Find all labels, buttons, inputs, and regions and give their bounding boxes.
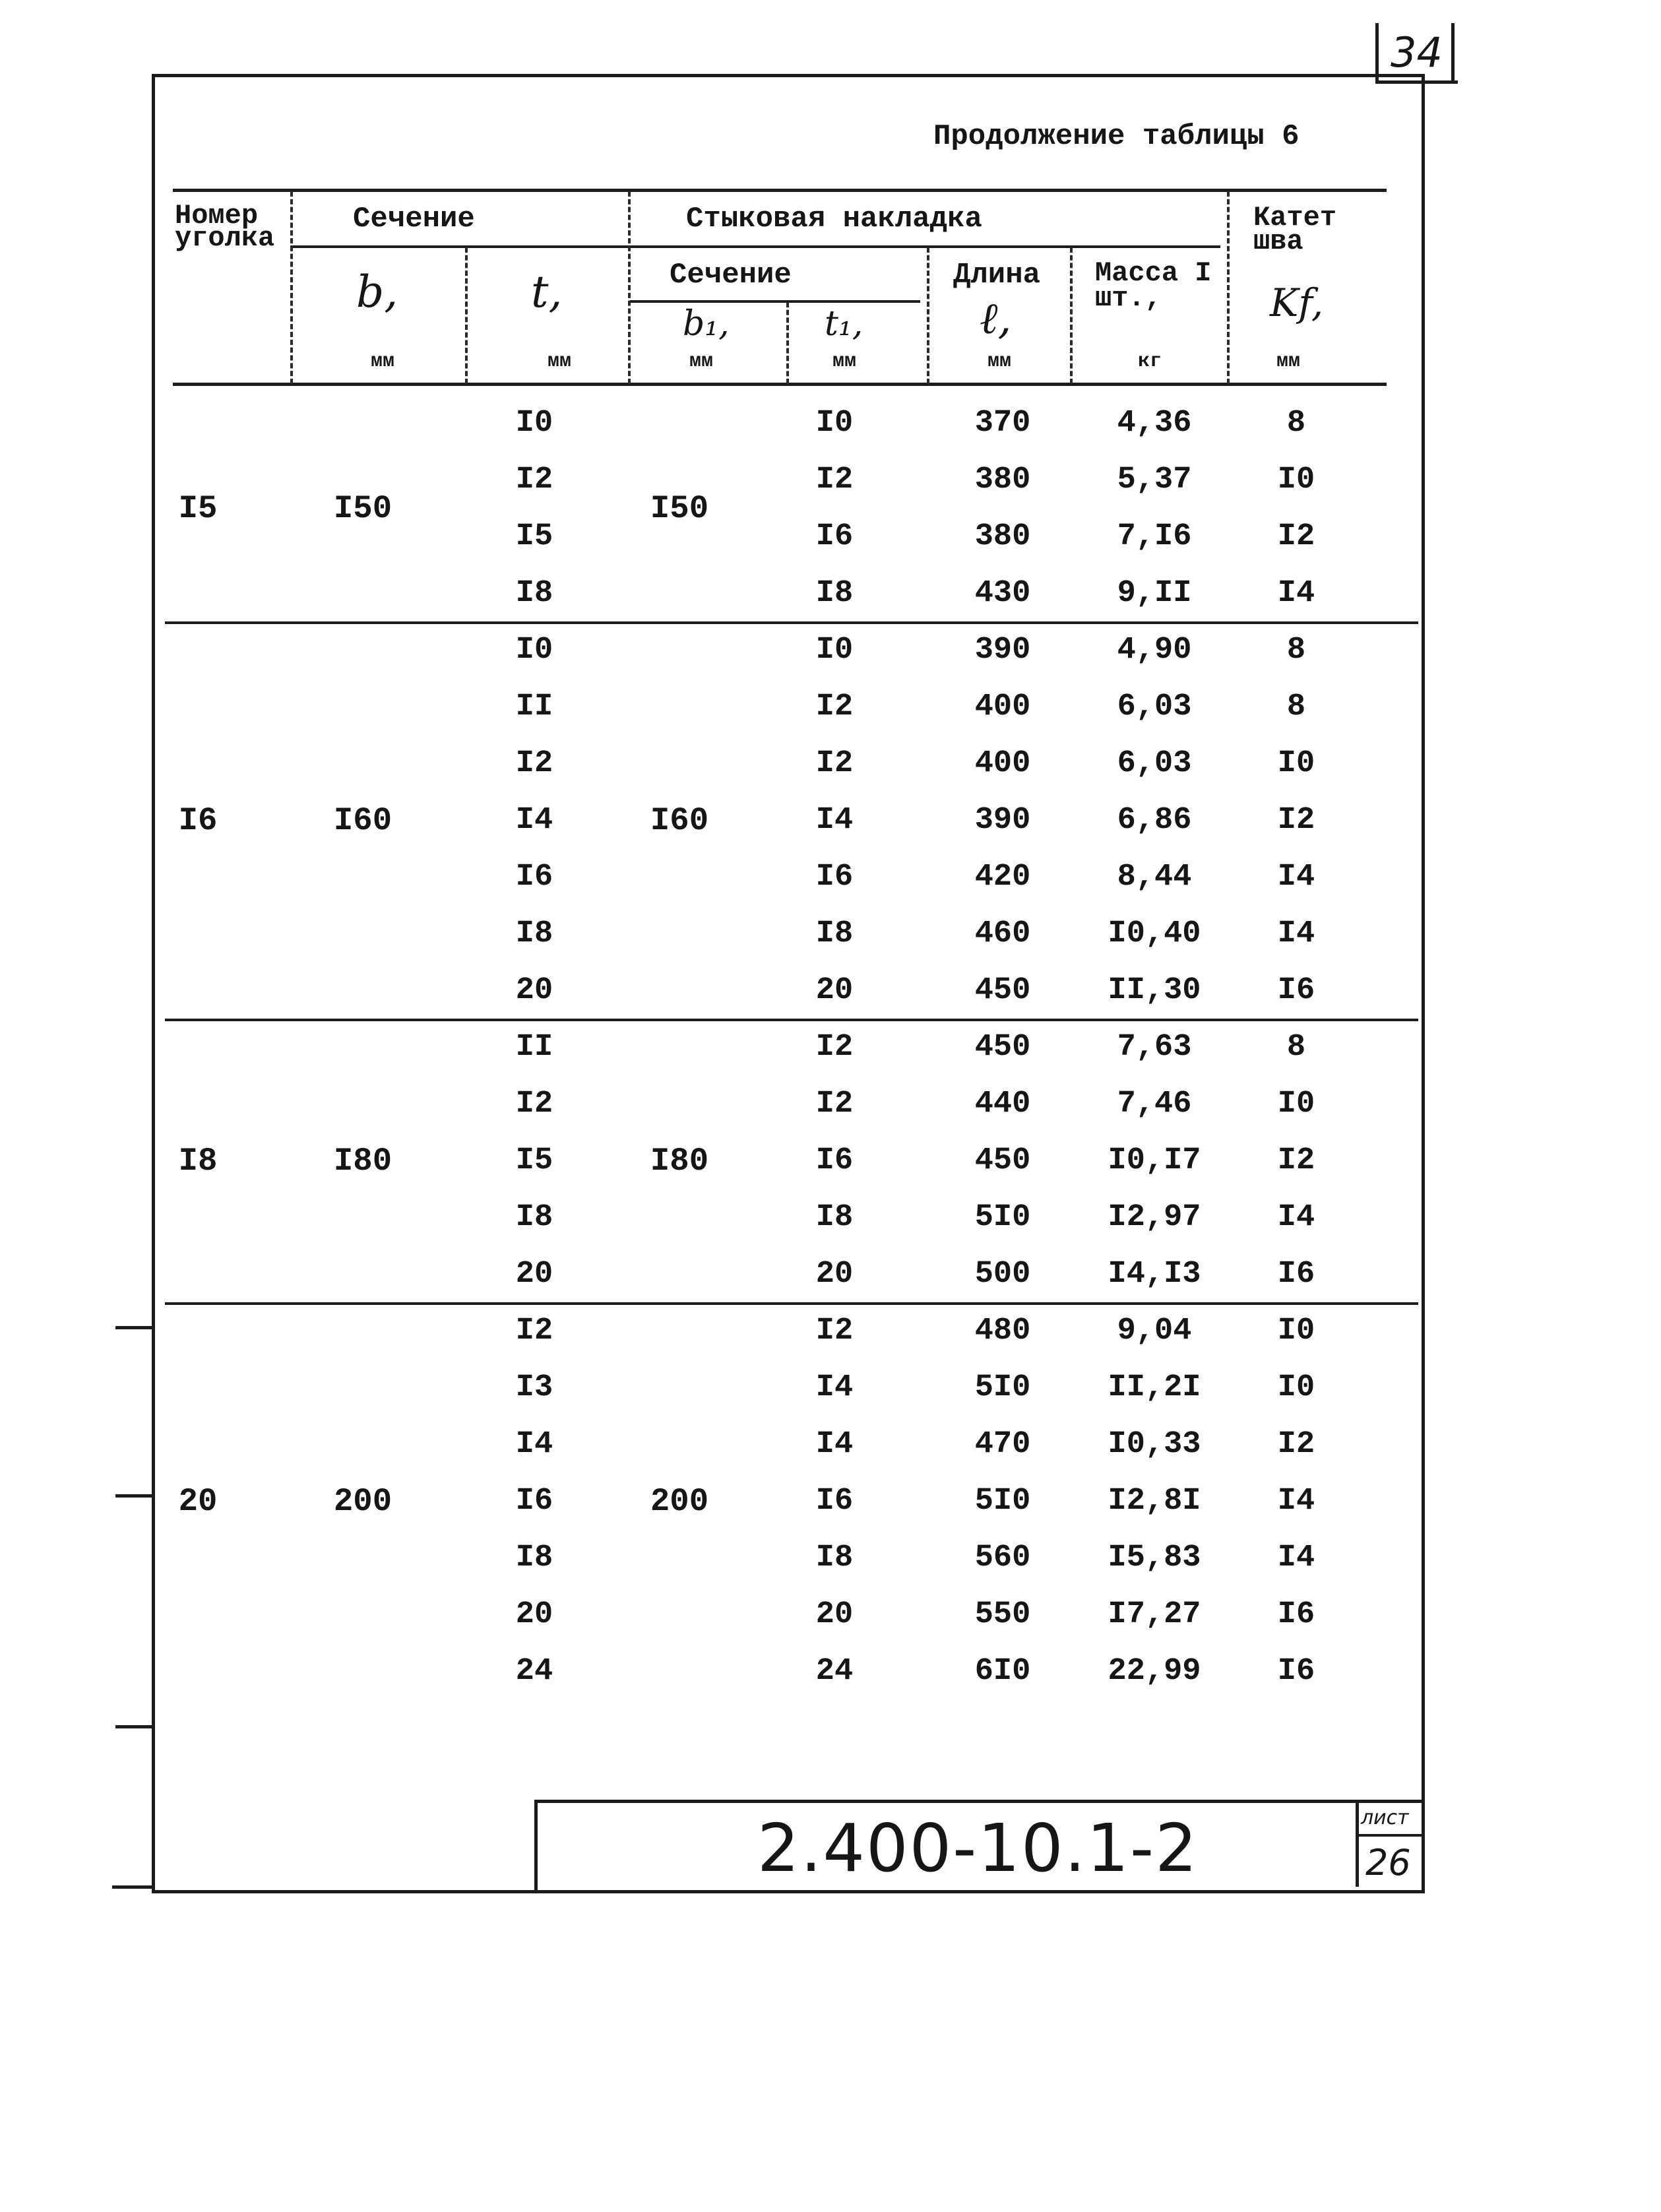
cell-t: I0: [515, 406, 553, 441]
header-angle-no: Номер уголка: [175, 200, 275, 254]
cell-l: 380: [974, 519, 1031, 554]
cell-t1: I2: [815, 689, 854, 724]
cell-t: I4: [515, 1427, 553, 1462]
cell-kf: I6: [1277, 1654, 1315, 1689]
group-b: 200: [333, 1483, 392, 1520]
header-mass: Масса I шт.,: [1095, 257, 1212, 314]
cell-t: I4: [515, 803, 553, 838]
cell-kf: I4: [1277, 1200, 1315, 1235]
cell-mass: I0,33: [1108, 1427, 1201, 1462]
cell-l: 5I0: [974, 1370, 1031, 1405]
cell-mass: II,2I: [1108, 1370, 1201, 1405]
cell-t1: I6: [815, 860, 854, 895]
cell-mass: I0,40: [1108, 916, 1201, 951]
cell-kf: I0: [1277, 746, 1315, 781]
cell-t: II: [515, 1030, 553, 1065]
header-plate-section: Сечение: [670, 259, 792, 292]
table-caption: Продолжение таблицы 6: [933, 120, 1300, 153]
cell-l: 370: [974, 406, 1031, 441]
cell-t1: I6: [815, 1143, 854, 1178]
cell-t1: I4: [815, 1370, 854, 1405]
cell-kf: I0: [1277, 1313, 1315, 1348]
header-sub-rule: [290, 245, 1220, 248]
cell-t1: 20: [815, 1257, 854, 1292]
cell-l: 6I0: [974, 1654, 1031, 1689]
cell-mass: I2,8I: [1108, 1484, 1201, 1519]
cell-t: I5: [515, 1143, 553, 1178]
group-b1: 200: [650, 1483, 709, 1520]
cell-l: 450: [974, 973, 1031, 1008]
header-b-symbol: b,: [356, 267, 398, 317]
cell-mass: 9,II: [1117, 576, 1192, 611]
cell-l: 5I0: [974, 1484, 1031, 1519]
group-b1: I80: [650, 1143, 709, 1180]
cell-mass: 8,44: [1117, 860, 1192, 895]
cell-t: I6: [515, 1484, 553, 1519]
frame-top-extension: [1375, 80, 1458, 84]
header-l-unit: мм: [987, 350, 1012, 373]
cell-kf: I2: [1277, 1427, 1315, 1462]
cell-t: I3: [515, 1370, 553, 1405]
group-separator: [165, 1302, 1418, 1305]
cell-mass: I0,I7: [1108, 1143, 1201, 1178]
cell-mass: 6,03: [1117, 689, 1192, 724]
cell-t: 20: [515, 1257, 553, 1292]
cell-kf: 8: [1286, 1030, 1306, 1065]
cell-t1: I8: [815, 576, 854, 611]
cell-t1: 20: [815, 973, 854, 1008]
cell-kf: I4: [1277, 576, 1315, 611]
header-kf-unit: мм: [1276, 350, 1301, 373]
cell-t1: I4: [815, 1427, 854, 1462]
cell-t1: I0: [815, 633, 854, 668]
cell-t: I5: [515, 519, 553, 554]
cell-kf: I0: [1277, 462, 1315, 497]
header-sub-rule-2: [630, 300, 920, 303]
group-b1: I60: [650, 802, 709, 839]
header-t-symbol: t,: [531, 267, 563, 317]
cell-mass: 7,46: [1117, 1087, 1192, 1122]
cell-l: 500: [974, 1257, 1031, 1292]
cell-t: I8: [515, 1200, 553, 1235]
cell-t1: 24: [815, 1654, 854, 1689]
cell-l: 560: [974, 1540, 1031, 1575]
group-angle: I8: [178, 1143, 218, 1180]
cell-t: II: [515, 689, 553, 724]
document-code: 2.400-10.1-2: [757, 1810, 1199, 1887]
cell-kf: I6: [1277, 1257, 1315, 1292]
cell-t: 20: [515, 1597, 553, 1632]
header-b1-unit: мм: [689, 350, 714, 373]
cell-t: I2: [515, 1313, 553, 1348]
cell-t: 24: [515, 1654, 553, 1689]
frame-bottom-extension: [112, 1885, 155, 1889]
header-t1-symbol: t₁,: [825, 304, 863, 344]
group-angle: I5: [178, 490, 218, 527]
cell-mass: I7,27: [1108, 1597, 1201, 1632]
cell-t1: 20: [815, 1597, 854, 1632]
header-butt-plate: Стыковая накладка: [686, 203, 982, 236]
cell-l: 400: [974, 746, 1031, 781]
header-divider: [786, 302, 789, 384]
cell-mass: II,30: [1108, 973, 1201, 1008]
cell-mass: 6,86: [1117, 803, 1192, 838]
cell-t1: I2: [815, 1313, 854, 1348]
top-sheet-number: 34: [1391, 28, 1443, 77]
cell-kf: 8: [1286, 633, 1306, 668]
cell-mass: 6,03: [1117, 746, 1192, 781]
header-t-unit: мм: [548, 350, 572, 373]
cell-mass: 9,04: [1117, 1313, 1192, 1348]
title-block-divider: [1356, 1800, 1359, 1887]
cell-kf: I0: [1277, 1370, 1315, 1405]
header-divider: [927, 247, 929, 384]
cell-t1: I6: [815, 1484, 854, 1519]
cell-t1: I2: [815, 1087, 854, 1122]
header-b-unit: мм: [371, 350, 395, 373]
cell-t: I2: [515, 1087, 553, 1122]
header-b1-symbol: b₁,: [683, 304, 730, 344]
cell-t1: I2: [815, 462, 854, 497]
header-length: Длина: [953, 259, 1041, 292]
cell-mass: I4,I3: [1108, 1257, 1201, 1292]
group-angle: I6: [178, 802, 218, 839]
cell-l: 450: [974, 1030, 1031, 1065]
cell-t: I8: [515, 576, 553, 611]
cell-t1: I8: [815, 1540, 854, 1575]
cell-t: I2: [515, 462, 553, 497]
cell-mass: 5,37: [1117, 462, 1192, 497]
cell-l: 480: [974, 1313, 1031, 1348]
cell-mass: I2,97: [1108, 1200, 1201, 1235]
cell-kf: I2: [1277, 519, 1315, 554]
cell-l: 440: [974, 1087, 1031, 1122]
cell-l: 5I0: [974, 1200, 1031, 1235]
cell-mass: 4,90: [1117, 633, 1192, 668]
cell-mass: 4,36: [1117, 406, 1192, 441]
cell-l: 550: [974, 1597, 1031, 1632]
header-t1-unit: мм: [832, 350, 857, 373]
cell-t: I2: [515, 746, 553, 781]
cell-mass: 22,99: [1108, 1654, 1201, 1689]
group-b: I60: [333, 802, 392, 839]
title-block-sheet-rule: [1356, 1834, 1422, 1837]
cell-l: 400: [974, 689, 1031, 724]
header-section: Сечение: [353, 203, 475, 236]
cell-kf: I2: [1277, 1143, 1315, 1178]
cell-l: 470: [974, 1427, 1031, 1462]
cell-kf: I4: [1277, 916, 1315, 951]
cell-kf: I6: [1277, 973, 1315, 1008]
group-b: I80: [333, 1143, 392, 1180]
cell-t: I6: [515, 860, 553, 895]
cell-kf: 8: [1286, 689, 1306, 724]
cell-l: 430: [974, 576, 1031, 611]
cell-mass: I5,83: [1108, 1540, 1201, 1575]
cell-t: I8: [515, 1540, 553, 1575]
header-bottom-rule: [173, 383, 1387, 386]
cell-l: 450: [974, 1143, 1031, 1178]
cell-l: 390: [974, 633, 1031, 668]
sheet-label: лист: [1361, 1806, 1409, 1829]
cell-mass: 7,63: [1117, 1030, 1192, 1065]
cell-kf: 8: [1286, 406, 1306, 441]
group-b1: I50: [650, 490, 709, 527]
cell-t: I8: [515, 916, 553, 951]
cell-kf: I4: [1277, 1540, 1315, 1575]
header-divider: [465, 247, 468, 384]
header-l-symbol: ℓ,: [980, 293, 1012, 344]
cell-t1: I4: [815, 803, 854, 838]
cell-l: 390: [974, 803, 1031, 838]
margin-tick: [115, 1725, 155, 1728]
group-separator: [165, 1019, 1418, 1021]
header-divider: [1227, 191, 1230, 384]
cell-t: I0: [515, 633, 553, 668]
cell-mass: 7,I6: [1117, 519, 1192, 554]
cell-kf: I6: [1277, 1597, 1315, 1632]
header-divider: [290, 191, 293, 384]
group-b: I50: [333, 490, 392, 527]
cell-kf: I2: [1277, 803, 1315, 838]
header-mass-unit: кг: [1138, 350, 1162, 373]
header-top-rule: [173, 189, 1387, 192]
sheet-number: 26: [1365, 1842, 1411, 1883]
group-separator: [165, 621, 1418, 624]
cell-t1: I0: [815, 406, 854, 441]
cell-l: 380: [974, 462, 1031, 497]
cell-l: 460: [974, 916, 1031, 951]
header-kf-symbol: Kf,: [1270, 280, 1324, 325]
group-angle: 20: [178, 1483, 218, 1520]
cell-t1: I8: [815, 1200, 854, 1235]
cell-t1: I2: [815, 746, 854, 781]
cell-t: 20: [515, 973, 553, 1008]
cell-t1: I6: [815, 519, 854, 554]
header-divider: [1070, 247, 1073, 384]
margin-tick: [115, 1326, 155, 1329]
cell-t1: I2: [815, 1030, 854, 1065]
cell-t1: I8: [815, 916, 854, 951]
cell-kf: I0: [1277, 1087, 1315, 1122]
cell-l: 420: [974, 860, 1031, 895]
cell-kf: I4: [1277, 1484, 1315, 1519]
cell-kf: I4: [1277, 860, 1315, 895]
header-divider: [628, 191, 631, 384]
header-weld: Катет шва: [1253, 202, 1337, 257]
